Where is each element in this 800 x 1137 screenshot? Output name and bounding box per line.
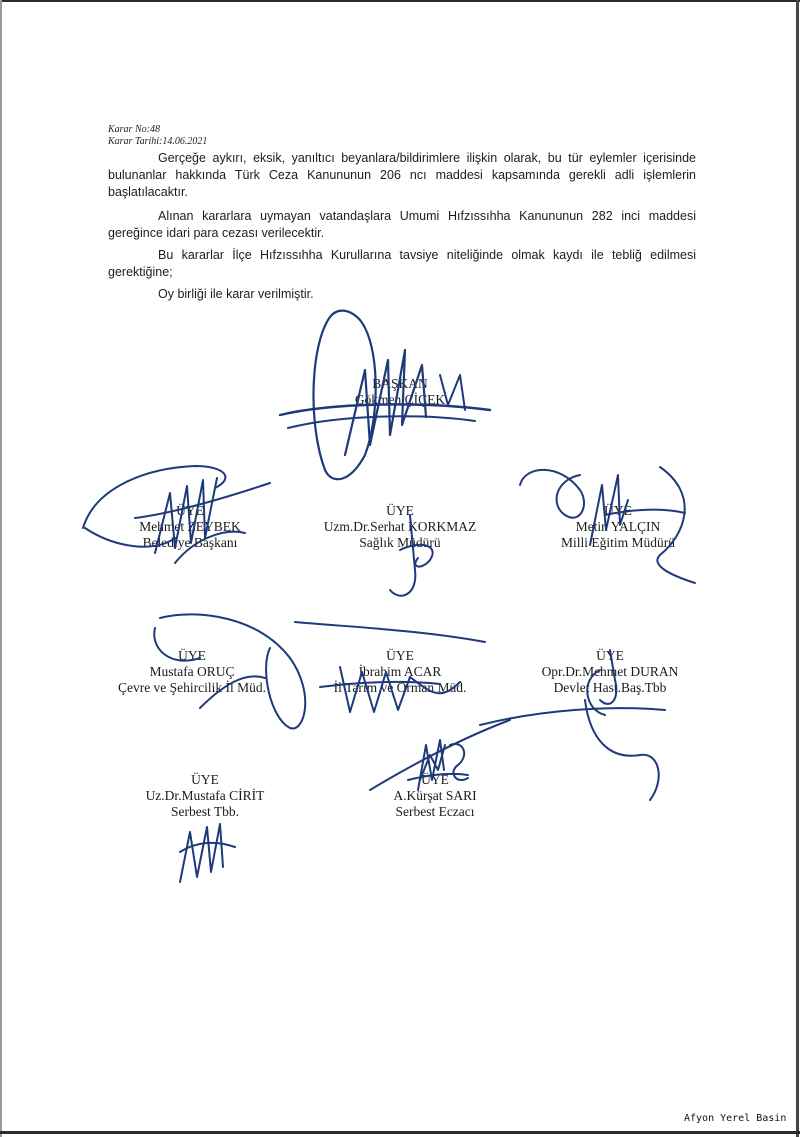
paragraph-fine: Alınan kararlara uymayan vatandaşlara Umumi Hıfzıssıhha Kanununun 282 inci maddesi gereğince idari para cezası verilecektir. — [108, 209, 696, 240]
signatory-name: Mustafa ORUÇ — [149, 664, 235, 679]
signatory-member-4 — [92, 648, 292, 696]
signatory-title: Sağlık Müdürü — [359, 535, 441, 550]
signatory-title: Serbest Eczacı — [395, 804, 475, 819]
signatory-title: Devlet Hast.Baş.Tbb — [553, 680, 667, 695]
signatory-name: Metin YALÇIN — [575, 519, 661, 534]
signatory-role: ÜYE — [604, 503, 632, 518]
signatory-member-2 — [300, 503, 500, 551]
paragraph-legal-action: Gerçeğe aykırı, eksik, yanıltıcı beyanlara/bildirimlere ilişkin olarak, bu tür eylemler içerisinde bulunanlar hakkında Türk Ceza Kanununun 206 ncı maddesi kapsamında gerekli adli işlemlerin başlatılacaktır. — [108, 151, 696, 199]
signatory-name: Opr.Dr.Mehmet DURAN — [541, 664, 679, 679]
signatory-name: İbrahim ACAR — [358, 664, 442, 679]
signatory-member-8 — [350, 772, 520, 820]
signatory-role: ÜYE — [596, 648, 624, 663]
signatory-member-5 — [310, 648, 490, 696]
signatory-title: Çevre ve Şehircilik İl Müd. — [117, 680, 267, 695]
watermark-text: Afyon Yerel Basin — [684, 1113, 787, 1124]
signatory-name: Gökmen ÇİÇEK — [354, 392, 446, 407]
decision-number: Karar No:48 — [108, 124, 160, 135]
signatory-role: ÜYE — [178, 648, 206, 663]
signatory-title: Milli Eğitim Müdürü — [560, 535, 675, 550]
signatory-role: ÜYE — [386, 648, 414, 663]
page-frame-bottom — [0, 1131, 800, 1134]
signatory-role: ÜYE — [176, 503, 204, 518]
signatory-role: ÜYE — [421, 772, 449, 787]
paragraph-unanimous: Oy birliği ile karar verilmiştir. — [158, 287, 314, 301]
page-frame-left — [0, 0, 2, 1137]
signatory-title: İl Tarım ve Orman Müd. — [333, 680, 467, 695]
decision-date: Karar Tarihi:14.06.2021 — [108, 136, 208, 147]
signatory-member-6 — [510, 648, 710, 696]
page-frame-top — [0, 0, 800, 2]
signatory-name: Uz.Dr.Mustafa CİRİT — [145, 788, 265, 803]
signatory-title: Belediye Başkanı — [142, 535, 238, 550]
signatory-role: ÜYE — [386, 503, 414, 518]
page-frame-right — [796, 0, 799, 1137]
signatory-chair — [320, 376, 480, 408]
member-7-signature-image — [175, 812, 255, 892]
signatory-member-7 — [105, 772, 305, 820]
signatory-name: A.Kürşat SARI — [393, 788, 477, 803]
signatory-member-1 — [100, 503, 280, 551]
signatory-role: ÜYE — [191, 772, 219, 787]
signatory-member-3 — [518, 503, 718, 551]
paragraph-recommendation: Bu kararlar İlçe Hıfzıssıhha Kurullarına tavsiye niteliğinde olmak kaydı ile tebliğ edilmesi gerektiğine; — [108, 248, 696, 279]
signatory-title: Serbest Tbb. — [171, 804, 239, 819]
signatory-role: BAŞKAN — [372, 376, 428, 391]
signatory-name: Mehmet ZEYBEK — [139, 519, 241, 534]
signatory-name: Uzm.Dr.Serhat KORKMAZ — [323, 519, 477, 534]
